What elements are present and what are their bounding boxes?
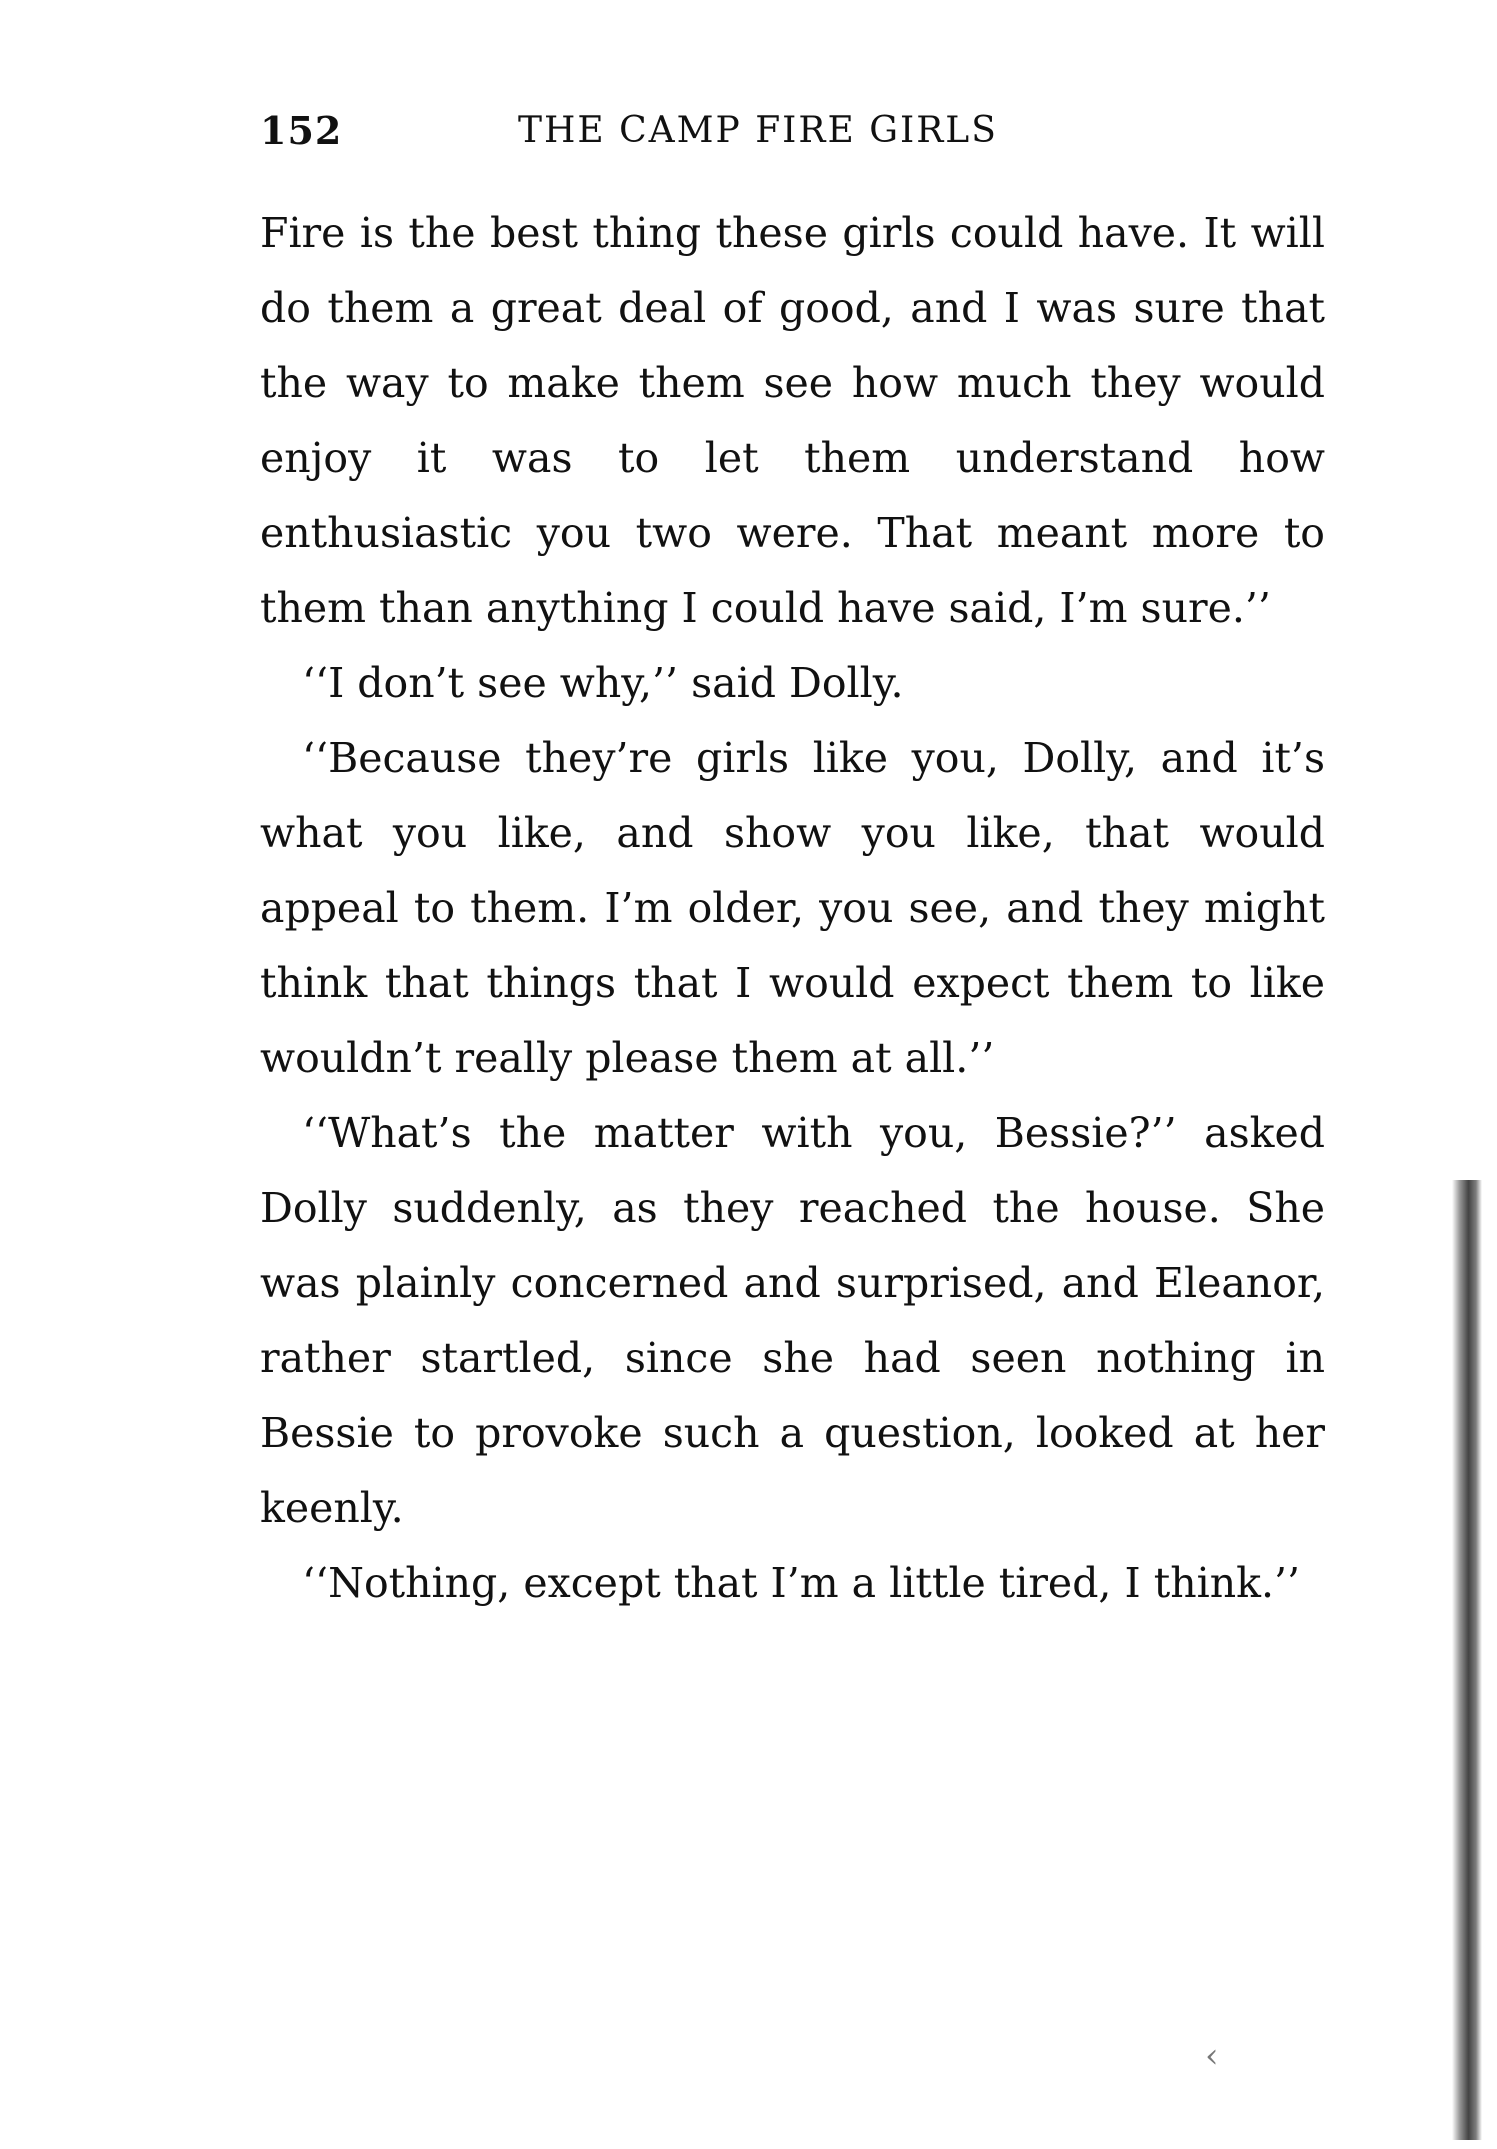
page-edge-shadow: [1452, 1180, 1482, 2140]
paragraph-continuation: Fire is the best thing these girls could have. It will do them a great deal of good, and I was sure that the way to make them see how much they would enjoy it was to let them understand how enthusiastic you two were. That meant more to them than anything I could have said, I’m sure.’’: [260, 209, 1325, 632]
paragraph: ‘‘I don’t see why,’’ said Dolly.: [302, 659, 904, 707]
body-text: [260, 196, 1325, 1621]
paragraph: ‘‘What’s the matter with you, Bessie?’’ asked Dolly suddenly, as they reached the house. She was plainly concerned and surprised, and Eleanor, rather startled, since she had seen nothing in Bessie to provoke such a question, looked at her keenly.: [260, 1109, 1325, 1532]
stray-mark: ‹: [1205, 2036, 1219, 2076]
page-header: [260, 108, 1325, 168]
page-number: 152: [260, 108, 343, 153]
paragraph: ‘‘Nothing, except that I’m a little tired, I think.’’: [302, 1559, 1301, 1607]
running-head: THE CAMP FIRE GIRLS: [518, 110, 998, 151]
paragraph: ‘‘Because they’re girls like you, Dolly, and it’s what you like, and show you like, that would appeal to them. I’m older, you see, and they might think that things that I would expect them to like wouldn’t really please them at all.’’: [260, 734, 1325, 1082]
